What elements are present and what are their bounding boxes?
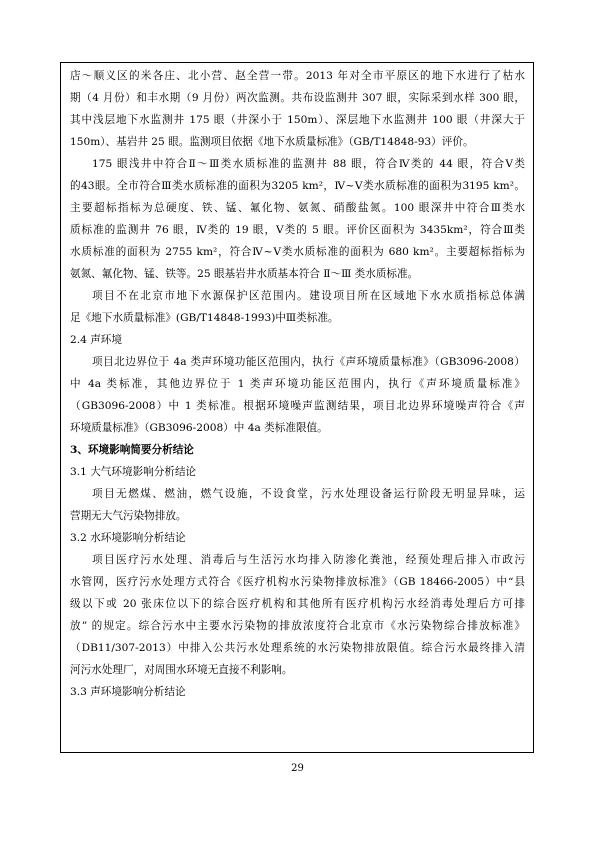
text-line: 项目无燃煤、燃油，燃气设施，不设食堂，污水处理设备运行阶段无明显异味，运 <box>92 488 525 500</box>
section-heading: 2.4 声环境 <box>70 334 122 346</box>
text-line: （DB11/307-2013）中排入公共污水处理系统的水污染物排放限值。综合污水最终排入清 <box>70 642 525 654</box>
text-line: 项目北边界位于 4a 类声环境功能区范围内，执行《声环境质量标准》（GB3096-2008） <box>92 356 525 368</box>
text-line: 河污水处理厂，对周围水环境无直接不利影响。 <box>70 664 293 676</box>
text-line: 期（4 月份）和丰水期（9 月份）两次监测。共布设监测井 307 眼，实际采到水样 300 眼， <box>70 92 525 104</box>
text-line: 其中浅层地下水监测井 175 眼（井深小于 150m）、深层地下水监测井 100 眼（井深大于 <box>70 114 525 126</box>
content-frame <box>60 62 534 753</box>
text-line: 放” 的规定。综合污水中主要水污染物的排放浓度符合北京市《水污染物综合排放标准》 <box>70 620 525 632</box>
text-line: 级以下或 20 张床位以下的综合医疗机构和其他所有医疗机构污水经消毒处理后方可排 <box>70 598 525 610</box>
page-number: 29 <box>291 763 304 774</box>
text-line: 足《地下水质量标准》(GB/T14848-1993)中Ⅲ类标准。 <box>70 312 339 324</box>
text-line: 项目医疗污水处理、消毒后与生活污水均排入防渗化粪池，经预处理后排入市政污 <box>92 554 525 566</box>
text-line: 氨氮、氟化物、锰、铁等。25 眼基岩井水质基本符合 Ⅱ～Ⅲ 类水质标准。 <box>70 268 419 280</box>
text-line: 项目不在北京市地下水源保护区范围内。建设项目所在区域地下水水质指标总体满 <box>92 290 525 302</box>
subsection-heading: 3.3 声环境影响分析结论 <box>70 686 186 698</box>
text-line: （GB3096-2008）中 1 类标准。根据环境噪声监测结果，项目北边界环境噪声符合《声 <box>70 400 525 412</box>
text-line: 环境质量标准》（GB3096-2008）中 4a 类标准限值。 <box>70 422 328 434</box>
text-line: 中 4a 类标准，其他边界位于 1 类声环境功能区范围内，执行《声环境质量标准》 <box>70 378 525 390</box>
subsection-heading: 3.2 水环境影响分析结论 <box>70 532 186 544</box>
text-line: 水质标准的面积为 2755 km²，符合Ⅳ~Ⅴ类水质标准的面积为 680 km²。主要超标指标为 <box>70 246 525 258</box>
text-line: 质标准的监测井 76 眼，Ⅳ类的 19 眼，Ⅴ类的 5 眼。评价区面积为 3435km²，符合Ⅲ类 <box>70 224 525 236</box>
text-line: 水管网，医疗污水处理方式符合《医疗机构水污染物排放标准》（GB 18466-2005）中“县 <box>70 576 525 588</box>
text-line: 175 眼浅井中符合Ⅱ～Ⅲ类水质标准的监测井 88 眼，符合Ⅳ类的 44 眼，符合Ⅴ类 <box>92 158 525 170</box>
text-line: 营期无大气污染物排放。 <box>70 510 187 522</box>
text-line: 主要超标指标为总硬度、铁、锰、氟化物、氨氮、硝酸盐氮。100 眼深井中符合Ⅲ类水 <box>70 202 525 214</box>
text-line: 150m）、基岩井 25 眼。监测项目依据《地下水质量标准》（GB/T14848-93）评价。 <box>70 136 474 148</box>
text-line: 的43眼。全市符合Ⅲ类水质标准的面积为3205 km²，Ⅳ~Ⅴ类水质标准的面积为3195 km²。 <box>70 180 525 192</box>
section-heading: 3、环境影响简要分析结论 <box>70 444 194 456</box>
text-line: 店～顺义区的米各庄、北小营、赵全营一带。2013 年对全市平原区的地下水进行了枯水 <box>70 70 525 82</box>
subsection-heading: 3.1 大气环境影响分析结论 <box>70 466 197 478</box>
